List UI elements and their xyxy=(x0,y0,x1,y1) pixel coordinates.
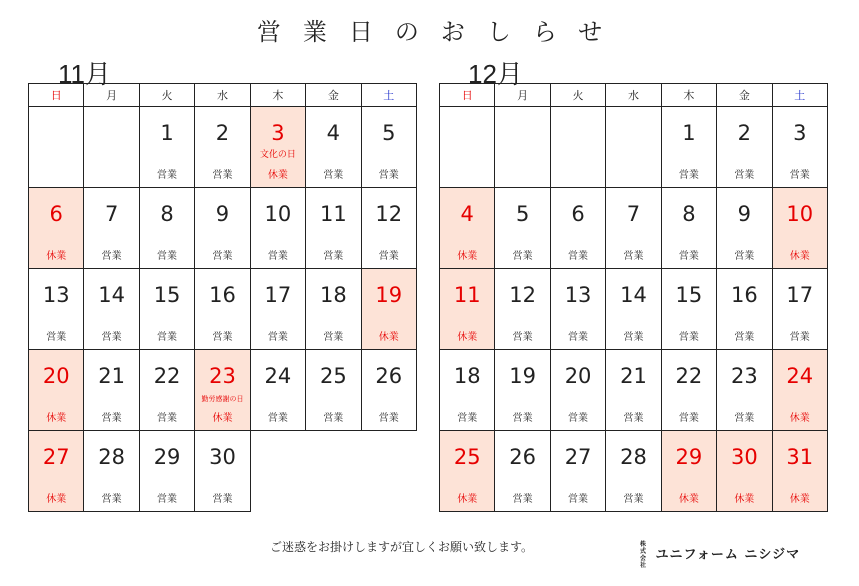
day-number: 17 xyxy=(786,283,814,307)
day-cell xyxy=(29,350,84,431)
empty-cell xyxy=(84,107,139,188)
day-cell xyxy=(661,350,716,431)
business-status: 営業 xyxy=(568,413,589,424)
day-number: 16 xyxy=(730,283,758,307)
day-cell xyxy=(606,188,661,269)
holiday-name: 勤労感謝の日 xyxy=(201,395,244,403)
business-status: 営業 xyxy=(101,251,122,262)
empty-cell xyxy=(250,431,305,512)
day-number: 25 xyxy=(453,445,481,469)
day-number: 20 xyxy=(564,364,592,388)
day-cell xyxy=(139,431,194,512)
business-status: 休業 xyxy=(789,494,810,505)
weekday-header: 水 xyxy=(606,84,661,107)
weekday-header: 火 xyxy=(550,84,605,107)
day-cell xyxy=(29,269,84,350)
day-number: 8 xyxy=(160,202,174,226)
day-number: 20 xyxy=(42,364,70,388)
week-row xyxy=(29,269,417,350)
day-number: 6 xyxy=(571,202,585,226)
day-number: 10 xyxy=(264,202,292,226)
day-cell xyxy=(772,431,827,512)
business-status: 休業 xyxy=(378,332,399,343)
week-row xyxy=(440,431,828,512)
month-label-november: 11月 xyxy=(58,59,111,89)
day-cell xyxy=(139,107,194,188)
day-cell xyxy=(440,350,495,431)
day-number: 6 xyxy=(49,202,63,226)
calendar-november xyxy=(28,83,417,512)
day-number: 8 xyxy=(682,202,696,226)
day-number: 21 xyxy=(98,364,125,388)
day-number: 2 xyxy=(215,121,230,145)
day-cell xyxy=(606,269,661,350)
day-number: 17 xyxy=(264,283,292,307)
day-cell xyxy=(139,188,194,269)
day-number: 3 xyxy=(793,121,807,145)
business-status: 営業 xyxy=(46,332,67,343)
business-status: 営業 xyxy=(212,332,233,343)
empty-cell xyxy=(606,107,661,188)
day-cell xyxy=(306,107,361,188)
day-cell xyxy=(84,431,139,512)
business-status: 営業 xyxy=(734,413,755,424)
day-cell xyxy=(772,350,827,431)
business-status: 営業 xyxy=(157,413,178,424)
business-status: 休業 xyxy=(267,170,288,181)
day-cell xyxy=(606,431,661,512)
day-number: 5 xyxy=(515,202,530,226)
day-number: 26 xyxy=(375,364,403,388)
business-status: 営業 xyxy=(101,413,122,424)
business-status: 営業 xyxy=(267,332,288,343)
day-cell xyxy=(250,350,305,431)
weekday-header: 土 xyxy=(361,84,416,107)
business-status: 営業 xyxy=(734,170,755,181)
weekday-header: 土 xyxy=(772,84,827,107)
day-cell xyxy=(550,350,605,431)
day-number: 23 xyxy=(209,364,236,388)
business-status: 営業 xyxy=(623,413,644,424)
day-number: 29 xyxy=(675,445,703,469)
day-cell xyxy=(550,431,605,512)
logo-prefix: 株式会社 xyxy=(640,541,648,569)
business-status: 営業 xyxy=(512,494,533,505)
day-cell xyxy=(84,188,139,269)
day-number: 23 xyxy=(730,364,758,388)
day-cell xyxy=(250,269,305,350)
month-label-december: 12月 xyxy=(468,59,523,89)
business-status: 営業 xyxy=(378,251,399,262)
business-status: 営業 xyxy=(678,251,699,262)
day-cell xyxy=(306,188,361,269)
day-number: 22 xyxy=(675,364,703,388)
business-status: 休業 xyxy=(457,251,478,262)
business-status: 休業 xyxy=(46,494,67,505)
day-number: 28 xyxy=(98,445,125,469)
day-cell xyxy=(440,431,495,512)
weekday-header: 火 xyxy=(139,84,194,107)
business-status: 営業 xyxy=(101,494,122,505)
business-status: 営業 xyxy=(623,251,644,262)
day-number: 4 xyxy=(460,202,474,226)
day-number: 7 xyxy=(626,202,641,226)
day-number: 31 xyxy=(786,445,814,469)
day-cell xyxy=(250,107,305,188)
weekday-header: 金 xyxy=(306,84,361,107)
day-number: 12 xyxy=(509,283,536,307)
day-number: 15 xyxy=(675,283,703,307)
empty-cell xyxy=(29,107,84,188)
day-number: 30 xyxy=(209,445,236,469)
day-cell xyxy=(550,269,605,350)
weekday-header-row xyxy=(29,84,417,107)
day-number: 15 xyxy=(153,283,181,307)
day-number: 12 xyxy=(375,202,403,226)
business-status: 営業 xyxy=(512,251,533,262)
business-status: 営業 xyxy=(267,413,288,424)
business-status: 営業 xyxy=(378,413,399,424)
business-status: 営業 xyxy=(678,413,699,424)
day-cell xyxy=(195,269,250,350)
day-number: 18 xyxy=(453,364,481,388)
weekday-header: 月 xyxy=(84,84,139,107)
day-cell xyxy=(495,431,550,512)
business-status: 営業 xyxy=(512,332,533,343)
empty-cell xyxy=(306,431,361,512)
business-status: 営業 xyxy=(323,413,344,424)
holiday-name: 文化の日 xyxy=(259,150,296,160)
day-cell xyxy=(195,350,250,431)
day-number: 21 xyxy=(620,364,647,388)
day-number: 30 xyxy=(730,445,758,469)
day-cell xyxy=(661,188,716,269)
business-status: 営業 xyxy=(734,251,755,262)
business-status: 営業 xyxy=(212,251,233,262)
weekday-header: 金 xyxy=(717,84,772,107)
logo-name: ユニフォーム ニシジマ xyxy=(655,547,801,563)
week-row xyxy=(29,107,417,188)
day-cell xyxy=(361,269,416,350)
empty-cell xyxy=(495,107,550,188)
business-status: 営業 xyxy=(457,413,478,424)
day-number: 27 xyxy=(42,445,70,469)
day-number: 27 xyxy=(564,445,592,469)
business-status: 営業 xyxy=(512,413,533,424)
day-number: 7 xyxy=(104,202,119,226)
day-number: 19 xyxy=(509,364,536,388)
week-row xyxy=(440,107,828,188)
business-status: 休業 xyxy=(457,494,478,505)
business-status: 営業 xyxy=(789,332,810,343)
business-status: 営業 xyxy=(568,251,589,262)
day-cell xyxy=(361,107,416,188)
day-cell xyxy=(306,350,361,431)
empty-cell xyxy=(361,431,416,512)
weekday-header: 日 xyxy=(29,84,84,107)
page-title: 営業日のおしらせ xyxy=(256,18,625,46)
business-status: 営業 xyxy=(157,332,178,343)
day-number: 10 xyxy=(786,202,814,226)
day-cell xyxy=(661,431,716,512)
day-number: 1 xyxy=(160,121,174,145)
week-row xyxy=(29,431,417,512)
day-cell xyxy=(139,350,194,431)
day-cell xyxy=(29,431,84,512)
week-row xyxy=(440,188,828,269)
business-status: 休業 xyxy=(457,332,478,343)
day-number: 9 xyxy=(215,202,230,226)
business-status: 営業 xyxy=(157,170,178,181)
day-cell xyxy=(495,350,550,431)
business-status: 営業 xyxy=(678,170,699,181)
day-number: 28 xyxy=(620,445,647,469)
business-status: 休業 xyxy=(789,413,810,424)
day-cell xyxy=(84,350,139,431)
day-cell xyxy=(717,431,772,512)
week-row xyxy=(29,188,417,269)
business-status: 休業 xyxy=(46,413,67,424)
day-cell xyxy=(550,188,605,269)
weekday-header: 木 xyxy=(250,84,305,107)
day-cell xyxy=(440,188,495,269)
weekday-header: 月 xyxy=(495,84,550,107)
day-cell xyxy=(195,107,250,188)
business-status: 営業 xyxy=(789,170,810,181)
empty-cell xyxy=(550,107,605,188)
day-cell xyxy=(29,188,84,269)
business-status: 休業 xyxy=(789,251,810,262)
day-cell xyxy=(717,269,772,350)
business-status: 営業 xyxy=(157,251,178,262)
day-cell xyxy=(717,188,772,269)
day-cell xyxy=(361,350,416,431)
weekday-header: 木 xyxy=(661,84,716,107)
day-number: 18 xyxy=(319,283,347,307)
business-status: 営業 xyxy=(568,494,589,505)
business-status: 営業 xyxy=(734,332,755,343)
day-number: 25 xyxy=(319,364,347,388)
business-status: 営業 xyxy=(212,494,233,505)
day-number: 11 xyxy=(453,283,481,307)
day-number: 19 xyxy=(375,283,403,307)
calendar-december xyxy=(439,83,828,512)
day-number: 13 xyxy=(564,283,592,307)
day-cell xyxy=(440,269,495,350)
day-cell xyxy=(772,188,827,269)
day-cell xyxy=(772,269,827,350)
week-row xyxy=(29,350,417,431)
day-number: 9 xyxy=(737,202,751,226)
day-cell xyxy=(361,188,416,269)
day-number: 13 xyxy=(42,283,70,307)
day-number: 11 xyxy=(319,202,347,226)
day-number: 24 xyxy=(264,364,292,388)
business-status: 営業 xyxy=(267,251,288,262)
business-status: 営業 xyxy=(323,170,344,181)
business-status: 営業 xyxy=(678,332,699,343)
day-number: 14 xyxy=(98,283,125,307)
day-cell xyxy=(139,269,194,350)
business-status: 休業 xyxy=(212,413,233,424)
business-status: 営業 xyxy=(212,170,233,181)
day-cell xyxy=(495,188,550,269)
business-status: 営業 xyxy=(323,332,344,343)
day-number: 1 xyxy=(682,121,696,145)
day-number: 5 xyxy=(382,121,396,145)
footer-message: ご迷惑をお掛けしますが宜しくお願い致します。 xyxy=(270,540,534,554)
business-status: 営業 xyxy=(101,332,122,343)
day-cell xyxy=(84,269,139,350)
business-status: 営業 xyxy=(568,332,589,343)
week-row xyxy=(440,269,828,350)
day-number: 29 xyxy=(153,445,181,469)
day-number: 3 xyxy=(271,121,285,145)
business-status: 営業 xyxy=(623,332,644,343)
week-row xyxy=(440,350,828,431)
day-cell xyxy=(717,107,772,188)
business-status: 休業 xyxy=(678,494,699,505)
empty-cell xyxy=(440,107,495,188)
day-cell xyxy=(195,188,250,269)
day-number: 2 xyxy=(737,121,751,145)
business-status: 営業 xyxy=(323,251,344,262)
day-cell xyxy=(772,107,827,188)
day-cell xyxy=(661,269,716,350)
weekday-header: 水 xyxy=(195,84,250,107)
day-number: 26 xyxy=(509,445,536,469)
business-status: 営業 xyxy=(378,170,399,181)
day-cell xyxy=(306,269,361,350)
day-cell xyxy=(250,188,305,269)
company-logo xyxy=(640,541,800,569)
day-cell xyxy=(495,269,550,350)
day-cell xyxy=(195,431,250,512)
day-number: 16 xyxy=(209,283,236,307)
day-number: 22 xyxy=(153,364,181,388)
day-cell xyxy=(661,107,716,188)
day-number: 14 xyxy=(620,283,647,307)
business-status: 休業 xyxy=(46,251,67,262)
weekday-header-row xyxy=(440,84,828,107)
day-cell xyxy=(717,350,772,431)
day-cell xyxy=(606,350,661,431)
day-number: 4 xyxy=(326,121,340,145)
business-status: 休業 xyxy=(734,494,755,505)
business-status: 営業 xyxy=(623,494,644,505)
weekday-header: 日 xyxy=(440,84,495,107)
business-status: 営業 xyxy=(157,494,178,505)
day-number: 24 xyxy=(786,364,814,388)
